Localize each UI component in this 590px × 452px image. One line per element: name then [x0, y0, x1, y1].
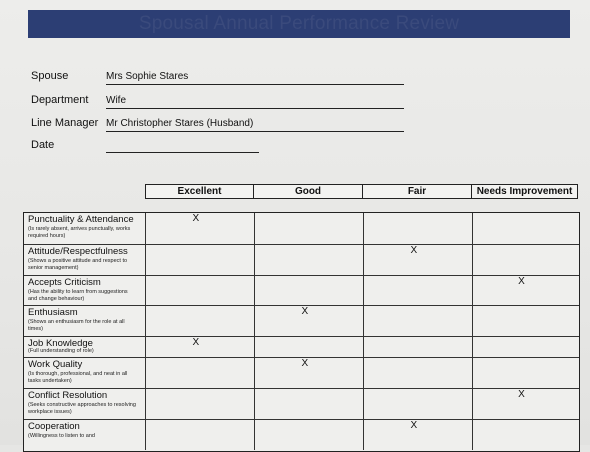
criterion-cell: [24, 276, 146, 305]
criterion-name: Punctuality & Attendance: [28, 214, 134, 225]
rating-cell[interactable]: [146, 306, 255, 336]
rating-header-needs-improvement: Needs Improvement: [476, 186, 573, 197]
rating-mark: X: [301, 358, 309, 369]
rating-mark: X: [192, 213, 200, 224]
criterion-description: (Willingness to listen to and: [28, 433, 95, 439]
rating-cell[interactable]: [364, 276, 473, 305]
rating-cell[interactable]: [473, 420, 578, 450]
rating-header-excellent: Excellent: [146, 185, 254, 198]
criteria-row: [24, 419, 579, 450]
date-label: Date: [31, 139, 55, 151]
criterion-name: Accepts Criticism: [28, 277, 101, 288]
criteria-row: [24, 388, 579, 419]
criteria-row: [24, 213, 579, 244]
criteria-row: [24, 336, 579, 357]
rating-cell[interactable]: [146, 213, 255, 244]
date-value: [106, 139, 259, 153]
rating-cell[interactable]: [473, 245, 578, 275]
rating-cell[interactable]: [364, 213, 473, 244]
rating-mark: X: [301, 306, 309, 317]
criterion-name: Work Quality: [28, 359, 83, 370]
criterion-cell: [24, 358, 146, 388]
line-manager-label: Line Manager: [31, 117, 99, 129]
rating-cell[interactable]: [255, 306, 364, 336]
spouse-value: Mrs Sophie Stares: [106, 71, 404, 85]
rating-cell[interactable]: [364, 420, 473, 450]
rating-cell[interactable]: [364, 245, 473, 275]
rating-cell[interactable]: [146, 276, 255, 305]
rating-cell[interactable]: [255, 358, 364, 388]
rating-cell[interactable]: [255, 276, 364, 305]
rating-cell[interactable]: [146, 337, 255, 357]
rating-cell[interactable]: [255, 337, 364, 357]
criteria-row: [24, 357, 579, 388]
rating-cell[interactable]: [473, 337, 578, 357]
rating-cell[interactable]: [146, 389, 255, 419]
criterion-cell: [24, 306, 146, 336]
rating-cell[interactable]: [146, 245, 255, 275]
rating-cell[interactable]: [364, 306, 473, 336]
criterion-name: Cooperation: [28, 421, 80, 432]
rating-cell[interactable]: [473, 358, 578, 388]
rating-cell[interactable]: [364, 389, 473, 419]
criterion-description: (Shows a positive attitude and respect to senior management): [28, 258, 128, 271]
rating-cell[interactable]: [255, 420, 364, 450]
rating-mark: X: [518, 389, 525, 400]
rating-cell[interactable]: [473, 389, 578, 419]
criterion-cell: [24, 337, 146, 357]
criterion-name: Attitude/Respectfulness: [28, 246, 128, 257]
criterion-cell: [24, 213, 146, 244]
department-value: Wife: [106, 95, 404, 109]
criterion-description: (Has the ability to learn from suggestions and change behaviour): [28, 289, 128, 302]
criteria-table: [23, 212, 580, 452]
rating-cell[interactable]: [473, 213, 578, 244]
rating-cell[interactable]: [255, 245, 364, 275]
criteria-row: [24, 275, 579, 305]
rating-cell[interactable]: [473, 276, 578, 305]
rating-header-fair: Fair: [363, 185, 472, 198]
criterion-name: Job Knowledge: [28, 338, 93, 349]
criterion-name: Enthusiasm: [28, 307, 78, 318]
rating-cell[interactable]: [364, 358, 473, 388]
rating-cell[interactable]: [255, 213, 364, 244]
rating-cell[interactable]: [364, 337, 473, 357]
department-label: Department: [31, 94, 89, 106]
criterion-name: Conflict Resolution: [28, 390, 108, 401]
criterion-cell: [24, 389, 146, 419]
rating-cell[interactable]: [255, 389, 364, 419]
criterion-description: (Is rarely absent, arrives punctually, works required hours): [28, 226, 131, 239]
rating-cell[interactable]: [473, 306, 578, 336]
rating-mark: X: [192, 337, 200, 348]
form-title: Spousal Annual Performance Review: [138, 13, 460, 34]
spouse-label: Spouse: [31, 70, 69, 82]
criterion-description: (Is thorough, professional, and neat in all tasks undertaken): [28, 371, 128, 384]
criterion-description: (Full understanding of role): [28, 348, 94, 354]
rating-mark: X: [518, 276, 525, 287]
rating-cell[interactable]: [146, 358, 255, 388]
rating-cell[interactable]: [146, 420, 255, 450]
criterion-description: (Seeks constructive approaches to resolving workplace issues): [28, 402, 136, 415]
rating-mark: X: [410, 245, 418, 256]
criteria-row: [24, 305, 579, 336]
criterion-cell: [24, 245, 146, 275]
line-manager-value: Mr Christopher Stares (Husband): [106, 118, 404, 132]
criterion-cell: [24, 420, 146, 450]
rating-header-row: [145, 184, 578, 199]
criteria-row: [24, 244, 579, 275]
title-banner: [28, 10, 570, 38]
rating-header-good: Good: [254, 185, 363, 198]
criterion-description: (Shows an enthusiasm for the role at all times): [28, 319, 125, 332]
rating-mark: X: [410, 420, 418, 431]
